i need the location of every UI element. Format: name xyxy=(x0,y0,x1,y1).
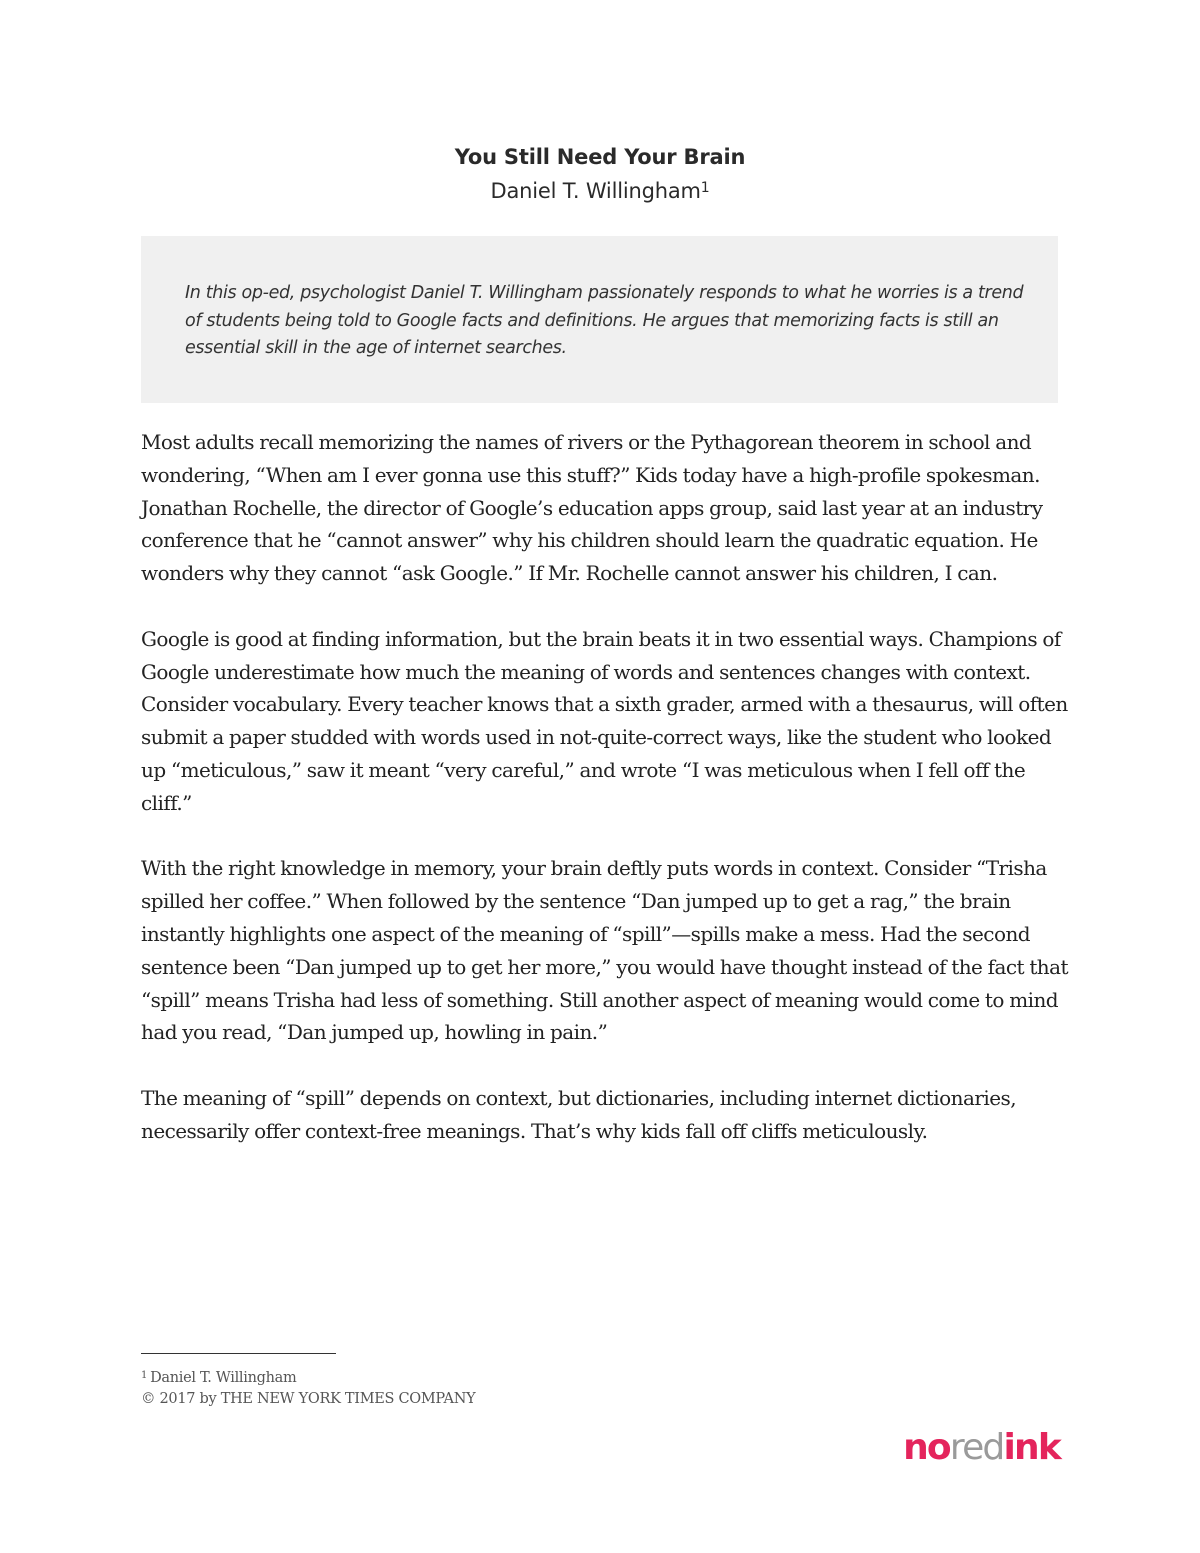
footnote-marker: 1 xyxy=(141,1370,148,1381)
document-title: You Still Need Your Brain xyxy=(454,145,746,169)
noredink-logo xyxy=(900,1420,1060,1476)
footnote-copyright: © 2017 by THE NEW YORK TIMES COMPANY xyxy=(141,1391,476,1407)
article-body xyxy=(141,426,1071,1180)
article-paragraph: Most adults recall memorizing the names of rivers or the Pythagorean theorem in school and wondering, “When am I ever gonna use this stuff?” Kids today have a high-profile spokesman. Jonathan Rochelle, the director of Google’s education apps group, said last year at an industry conference that he “cannot answer” why his children should learn the quadratic equation. He wonders why they cannot “ask Google.” If Mr. Rochelle cannot answer his children, I can. xyxy=(141,430,1043,586)
article-paragraph: With the right knowledge in memory, your brain deftly puts words in context. Consider “Trisha spilled her coffee.” When followed by the sentence “Dan jumped up to get a rag,” the brain instantly highlights one aspect of the meaning of “spill”—spills make a mess. Had the second sentence been “Dan jumped up to get her more,” you would have thought instead of the fact that “spill” means Trisha had less of something. Still another aspect of meaning would come to mind had you read, “Dan jumped up, howling in pain.” xyxy=(141,856,1068,1045)
footnote-divider xyxy=(141,1353,336,1354)
summary-text: In this op-ed, psychologist Daniel T. Willingham passionately responds to what he worries is a trend of students being told to Google facts and definitions. He argues that memorizing facts is still an essential skill in the age of internet searches. xyxy=(185,283,1024,358)
footnote-author-name: Daniel T. Willingham xyxy=(150,1370,297,1386)
article-paragraph: Google is good at finding information, but the brain beats it in two essential ways. Champions of Google underestimate how much the meaning of words and sentences changes with context. Consider vocabulary. Every teacher knows that a sixth grader, armed with a thesaurus, will often submit a paper studded with words used in not-quite-correct ways, like the student who looked up “meticulous,” saw it meant “very careful,” and wrote “I was meticulous when I fell off the cliff.” xyxy=(141,626,1068,815)
article-paragraph: The meaning of “spill” depends on context, but dictionaries, including internet dictionaries, necessarily offer context-free meanings. That’s why kids fall off cliffs meticulously. xyxy=(141,1085,1017,1143)
document-author xyxy=(0,174,1200,208)
footnote-author xyxy=(141,1368,475,1389)
logo-part-ink: ink xyxy=(1003,1427,1060,1468)
document-header xyxy=(0,140,1200,208)
footnotes xyxy=(141,1368,475,1410)
author-footnote-marker: 1 xyxy=(700,180,710,196)
logo-part-no: no xyxy=(903,1427,950,1468)
author-name: Daniel T. Willingham xyxy=(490,179,701,203)
summary-box xyxy=(141,236,1058,403)
logo-part-red: red xyxy=(949,1427,1004,1468)
